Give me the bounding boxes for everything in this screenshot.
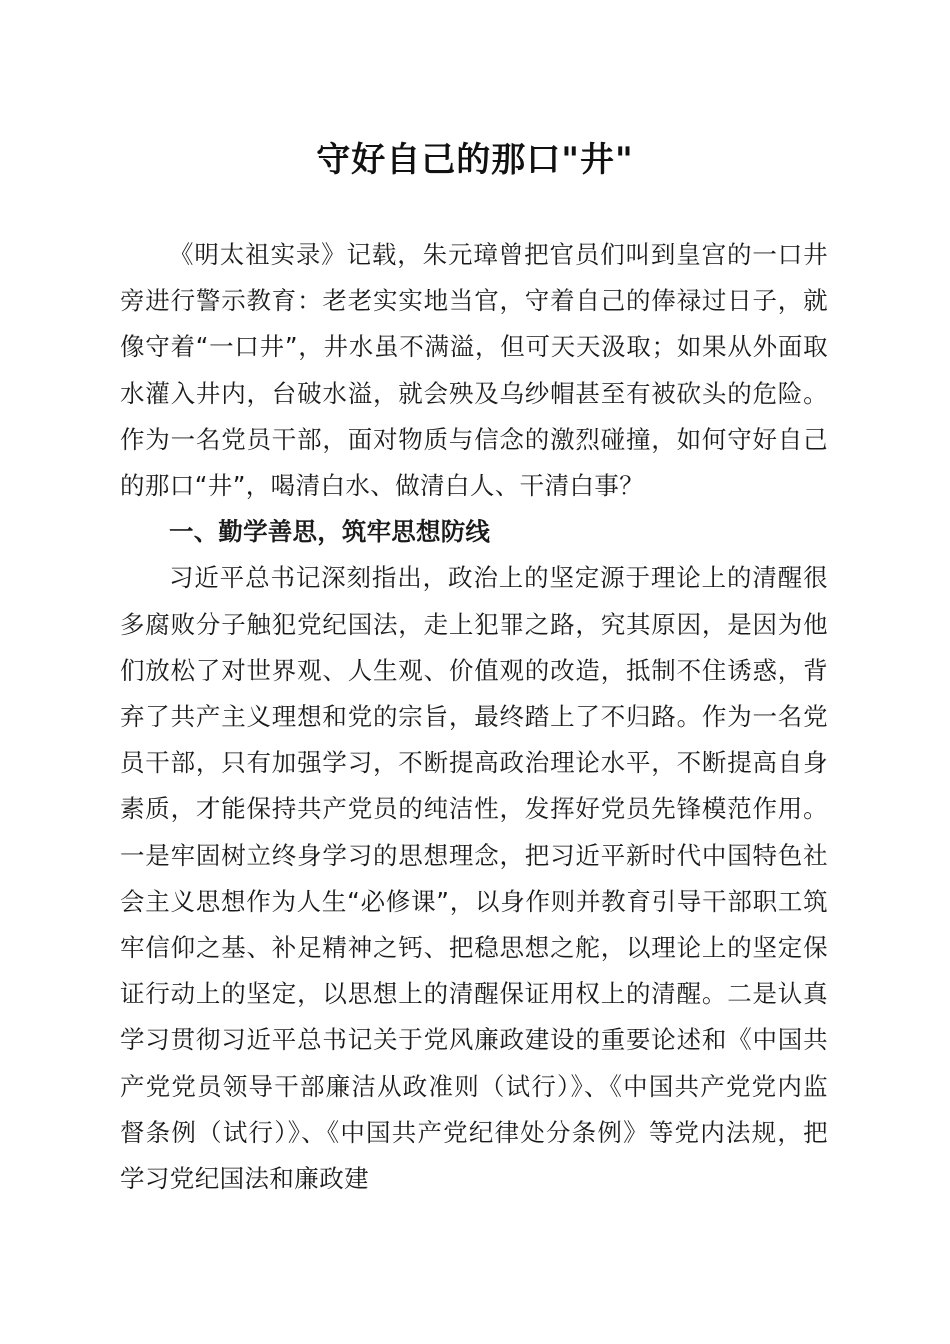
intro-paragraph: 《明太祖实录》记载，朱元璋曾把官员们叫到皇宫的一口井旁进行警示教育：老老实实地当官，守着自己的俸禄过日子，就像守着“一口井”，井水虽不满溢，但可天天汲取；如果从外面取水灌入井内，台破水溢，就会殃及乌纱帽甚至有被砍头的危险。作为一名党员干部，面对物质与信念的激烈碰撞，如何守好自己的那口“井”，喝清白水、做清白人、干清白事？ bbox=[120, 240, 828, 501]
document-title: 守好自己的那口"井" bbox=[316, 140, 634, 180]
section-heading-1: 一、勤学善思，筑牢思想防线 bbox=[169, 517, 491, 547]
section-1-paragraph: 习近平总书记深刻指出，政治上的坚定源于理论上的清醒很多腐败分子触犯党纪国法，走上犯罪之路，究其原因，是因为他们放松了对世界观、人生观、价值观的改造，抵制不住诱惑，背弃了共产主义理想和党的宗旨，最终踏上了不归路。作为一名党员干部，只有加强学习，不断提高政治理论水平，不断提高自身素质，才能保持共产党员的纯洁性，发挥好党员先锋模范作用。一是牢固树立终身学习的思想理念，把习近平新时代中国特色社会主义思想作为人生“必修课”，以身作则并教育引导干部职工筑牢信仰之基、补足精神之钙、把稳思想之舵，以理论上的坚定保证行动上的坚定，以思想上的清醒保证用权上的清醒。二是认真学习贯彻习近平总书记关于党风廉政建设的重要论述和《中国共产党党员领导干部廉洁从政准则（试行）》、《中国共产党党内监督条例（试行）》、《中国共产党纪律处分条例》等党内法规，把学习党纪国法和廉政建 bbox=[120, 563, 828, 1194]
document-body bbox=[120, 232, 828, 1202]
